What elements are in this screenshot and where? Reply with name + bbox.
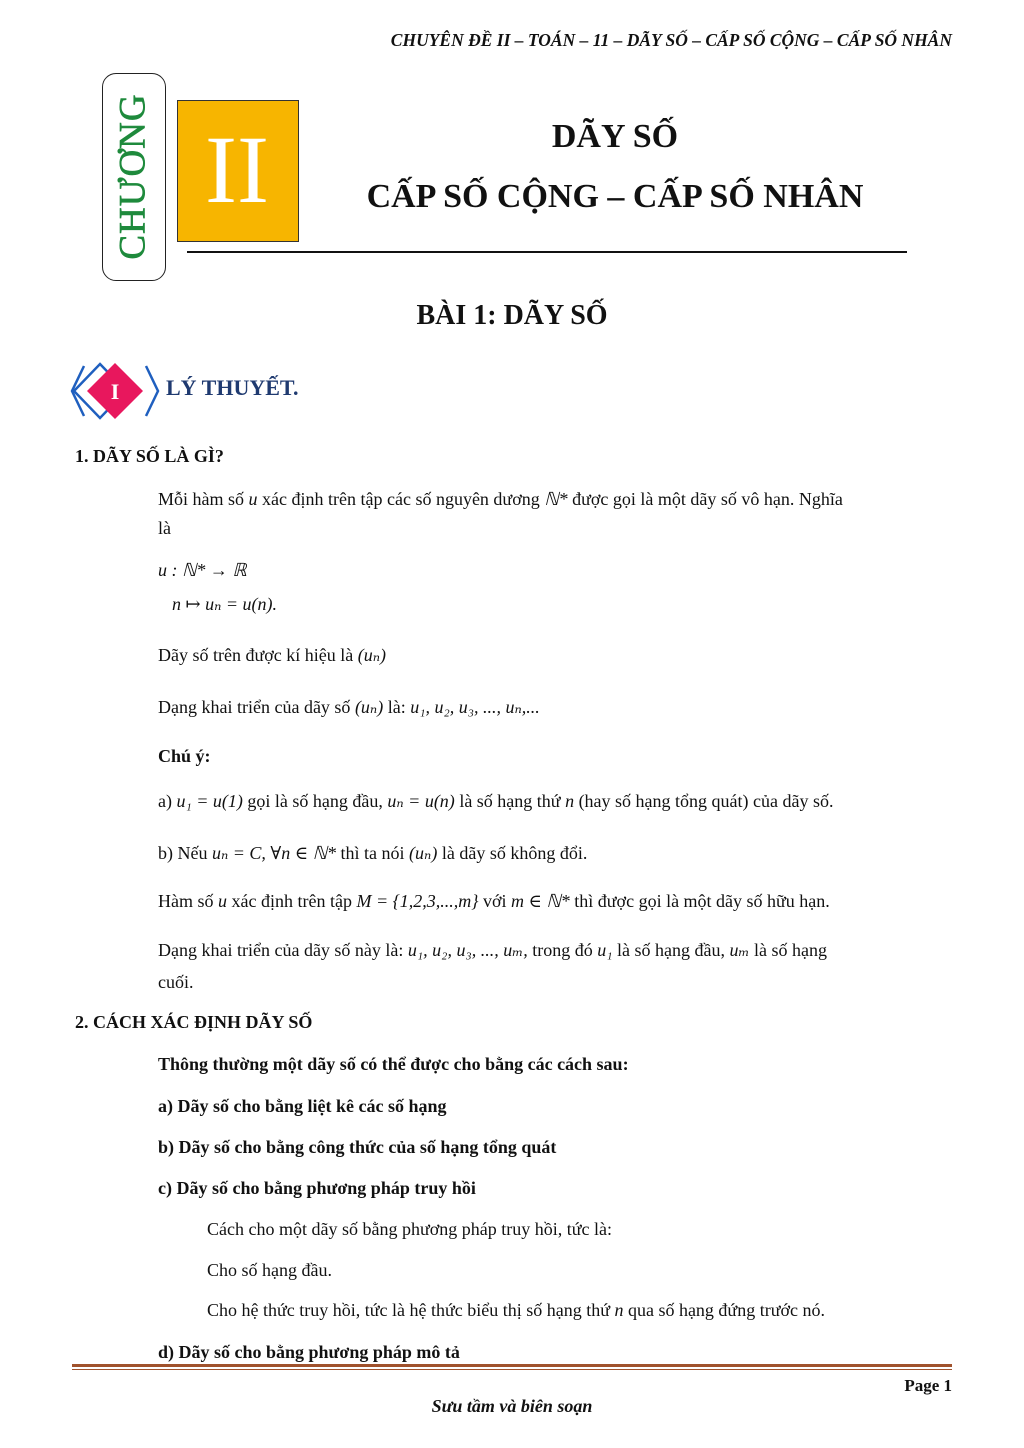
note-label: Chú ý:: [158, 746, 211, 766]
methods-intro: Thông thường một dãy số có thể được cho bằng các cách sau:: [158, 1054, 629, 1074]
text: thì ta nói: [340, 843, 405, 863]
chapter-title-line2: CẤP SỐ CỘNG – CẤP SỐ NHÂN: [366, 178, 864, 215]
mapping-line1: u : ℕ* → ℝ: [158, 560, 247, 580]
chapter-label: [100, 73, 166, 279]
math: uₙ = u(n): [387, 791, 455, 811]
section-title: LÝ THUYẾT.: [166, 375, 299, 400]
text: Mỗi hàm số: [158, 489, 245, 509]
text: thì được gọi là một dãy số hữu hạn.: [574, 891, 830, 911]
chapter-label-text: CHƯƠNG: [112, 92, 154, 260]
mapping-line2: n ↦ uₙ = u(n).: [172, 594, 278, 614]
heading-how-to-define: 2. CÁCH XÁC ĐỊNH DÃY SỐ: [75, 1012, 313, 1032]
math-sequence: (uₙ): [357, 645, 387, 665]
method-c: c) Dãy số cho bằng phương pháp truy hồi: [158, 1178, 476, 1198]
math: u₁, u₂, u₃, ..., uₘ,: [407, 940, 528, 960]
text: Hàm số: [158, 891, 214, 911]
section-diamond-icon: [70, 360, 160, 422]
math-u: u: [248, 489, 258, 509]
text: Dạng khai triển của dãy số này là:: [158, 940, 404, 960]
footer-rule: [72, 1364, 952, 1367]
math: uₘ: [729, 940, 750, 960]
text: là số hạng: [754, 940, 828, 960]
definition-line1: [158, 484, 843, 514]
math: m ∈ ℕ*: [511, 891, 570, 911]
math-sequence: (uₙ): [354, 697, 384, 717]
math: M = {1,2,3,...,m}: [356, 891, 479, 911]
text: Dãy số trên được kí hiệu là: [158, 645, 354, 665]
footer-credit: Sưu tầm và biên soạn: [431, 1396, 593, 1416]
heading-what-is-sequence: 1. DÃY SỐ LÀ GÌ?: [75, 446, 224, 466]
text: là số hạng đầu,: [617, 940, 725, 960]
text: là số hạng thứ: [459, 791, 561, 811]
definition-line2: là: [158, 518, 171, 538]
note-a: [158, 786, 834, 816]
math-N-star: ℕ*: [544, 489, 568, 509]
math: (uₙ): [409, 843, 438, 863]
method-a: a) Dãy số cho bằng liệt kê các số hạng: [158, 1096, 447, 1116]
finite-expansion-line2: cuối.: [158, 972, 194, 992]
chapter-number: II: [205, 116, 269, 223]
text: trong đó: [532, 940, 593, 960]
notation-line: [158, 640, 386, 670]
text: xác định trên tập: [231, 891, 352, 911]
note-b: [158, 838, 587, 868]
page-number: Page 1: [904, 1376, 952, 1395]
method-d: d) Dãy số cho bằng phương pháp mô tả: [158, 1342, 460, 1362]
chapter-title-line1: DÃY SỐ: [551, 118, 679, 155]
math: u₁ = u(1): [176, 791, 243, 811]
finite-expansion-line: [158, 935, 827, 965]
text: với: [483, 891, 507, 911]
text: b) Nếu: [158, 843, 208, 863]
lesson-title: BÀI 1: DÃY SỐ: [416, 300, 608, 331]
math: uₙ = C, ∀n ∈ ℕ*: [211, 843, 337, 863]
title-rule: [187, 251, 907, 253]
text: gọi là số hạng đầu,: [247, 791, 383, 811]
text: qua số hạng đứng trước nó.: [627, 1300, 825, 1320]
math-expansion: u₁, u₂, u₃, ..., uₙ,...: [410, 697, 540, 717]
text: được gọi là một dãy số vô hạn. Nghĩa: [572, 489, 843, 509]
text: Dạng khai triển của dãy số: [158, 697, 351, 717]
section-number: I: [110, 379, 120, 404]
text: là:: [387, 697, 406, 717]
method-b: b) Dãy số cho bằng công thức của số hạng tổng quát: [158, 1137, 557, 1157]
math: n: [614, 1300, 624, 1320]
math: n: [565, 791, 575, 811]
method-c-desc2: Cho số hạng đầu.: [207, 1260, 332, 1280]
finite-sequence-line: [158, 886, 830, 916]
running-header: CHUYÊN ĐỀ II – TOÁN – 11 – DÃY SỐ – CẤP SỐ CỘNG – CẤP SỐ NHÂN: [390, 30, 952, 50]
text: (hay số hạng tổng quát) của dãy số.: [578, 791, 834, 811]
text: Cho hệ thức truy hồi, tức là hệ thức biểu thị số hạng thứ: [207, 1300, 610, 1320]
text: xác định trên tập các số nguyên dương: [262, 489, 540, 509]
text: a): [158, 791, 172, 811]
math: u: [218, 891, 227, 911]
footer-rule-thin: [72, 1369, 952, 1370]
method-c-desc3: [207, 1295, 825, 1325]
text: là dãy số không đổi.: [441, 843, 588, 863]
method-c-desc1: Cách cho một dãy số bằng phương pháp truy hồi, tức là:: [207, 1219, 612, 1239]
math: u₁: [597, 940, 613, 960]
expansion-line: [158, 692, 540, 722]
